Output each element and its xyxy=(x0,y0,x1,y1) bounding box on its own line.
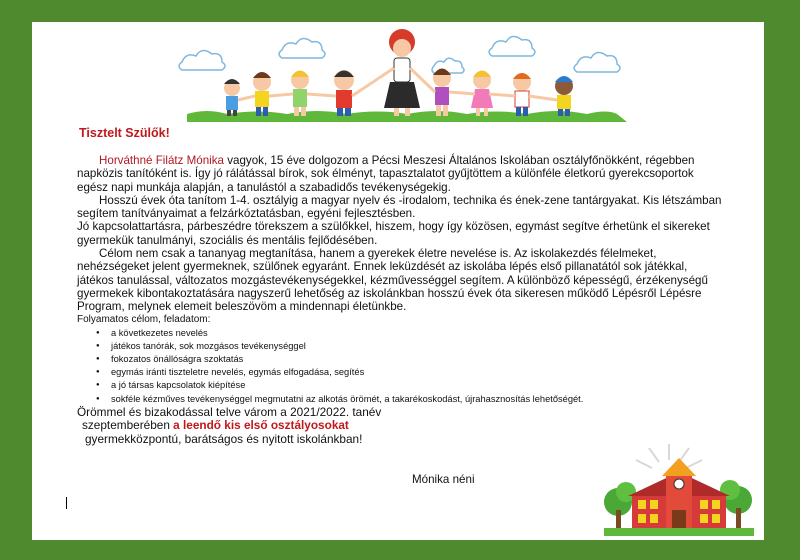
signature: Mónika néni xyxy=(412,473,475,486)
closing-line-1: Örömmel és bizakodással telve várom a 2021/2022. tanév xyxy=(77,404,382,419)
list-item: ● játékos tanórák, sok mozgásos tevékenységgel xyxy=(111,340,727,353)
closing-line-2 xyxy=(77,419,727,433)
children-and-teacher-illustration xyxy=(32,22,764,122)
goals-list xyxy=(77,327,727,406)
list-item: ● a következetes nevelés xyxy=(111,327,727,340)
closing-line-2-text: szeptemberében xyxy=(82,418,174,433)
grass-strip xyxy=(604,528,754,536)
paragraph-intro-text: vagyok, 15 éve dolgozom a Pécsi Meszesi Általános Iskolában osztályfőnökként, régebben napközis tanítóként is. Így jó rálátással bírok, sok élményt, tapasztalatot gyűjtöttem a különféle életkorú gyerekcsoportok egész napi munkája alapján, a tanulástól a szabadidős tevékenységekig. xyxy=(77,154,695,194)
list-item: ● fokozatos önállóságra szoktatás xyxy=(111,353,727,366)
list-item: ● a jó társas kapcsolatok kiépítése xyxy=(111,379,727,392)
goals-title: Folyamatos célom, feladatom: xyxy=(77,313,211,325)
paragraph-goals: Célom nem csak a tananyag megtanítása, hanem a gyerekek életre nevelése is. Az iskolakezdés félelmeket, nehézségeket jelent gyermeknek, szülőnek egyaránt. Ennek leküzdését az iskolába lépés első pillanatától sok játékkal, játékos tanulással, változatos mozgástevékenységekkel, kézművességgel segítem. A különböző képességű, érzékenységű gyermekek kibontakoztatására nagyszerű lehetőség az iskolánkban hosszú évek óta sikeresen működő Lépésről Lépésre Program, melynek elemeit beleszövöm a mindennapi életünkbe. xyxy=(77,247,708,314)
school-building-icon xyxy=(628,458,730,530)
sun-icon xyxy=(636,444,702,468)
paragraph-intro xyxy=(77,154,727,194)
closing-highlight: a leendő kis első osztályosokat xyxy=(173,418,349,433)
list-item: ● egymás iránti tiszteletre nevelés, egymás elfogadása, segítés xyxy=(111,366,727,379)
list-item: ● sokféle kézműves tevékenységgel megmutatni az alkotás örömét, a takarékoskodást, újrahasznosítás lehetőségét. xyxy=(111,393,727,406)
closing-line-3: gyermekközpontú, barátságos és nyitott iskolánkban! xyxy=(85,432,363,447)
greeting-heading: Tisztelt Szülők! xyxy=(79,126,170,140)
teacher-name: Horváthné Filátz Mónika xyxy=(99,154,225,167)
school-building-illustration xyxy=(604,444,754,536)
paragraph-parents: Jó kapcsolattartásra, párbeszédre törekszem a szülőkkel, hiszem, hogy így közösen, egymást segítve érhetünk el sikereket gyermekük tanulmányi, szociális és mentális fejlődésében. xyxy=(77,220,710,247)
letter-body xyxy=(77,154,727,447)
paragraph-subjects: Hosszú évek óta tanítom 1-4. osztályig a magyar nyelv és -irodalom, technika és ének-zene tantárgyakat. Kis létszámban segítem tanítványaimat a felzárkóztatásban, egyéni fejlesztésben. xyxy=(77,193,722,221)
letter-page xyxy=(32,22,764,540)
text-cursor xyxy=(66,497,67,509)
